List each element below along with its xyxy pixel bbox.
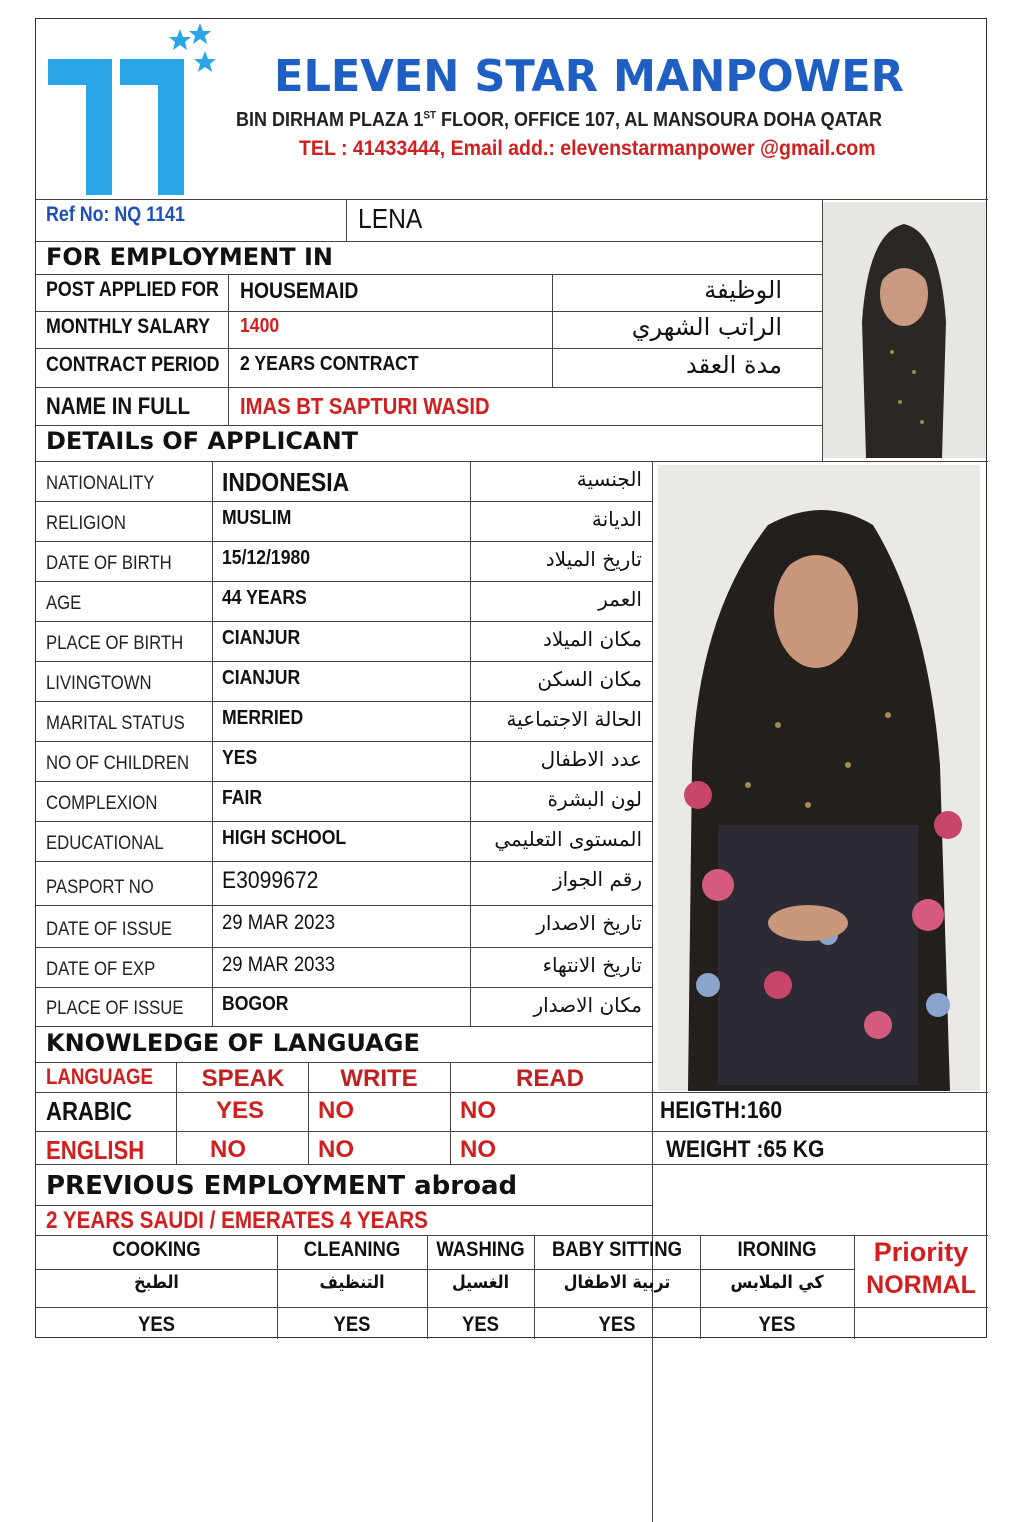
- detail-arabic-3: العمر: [598, 587, 642, 611]
- skill-name-3: BABY SITTING: [551, 1238, 683, 1261]
- post-value: HOUSEMAID: [240, 278, 359, 303]
- lang-col-language: LANGUAGE: [46, 1064, 154, 1089]
- skill-name-4: IRONING: [737, 1238, 817, 1261]
- applicant-photo-large: [658, 465, 980, 1091]
- detail-value-11: 29 MAR 2023: [222, 911, 336, 934]
- details-heading: DETAILs OF APPLICANT: [46, 427, 359, 455]
- arabic-write: NO: [318, 1097, 354, 1124]
- detail-value-12: 29 MAR 2033: [222, 953, 336, 976]
- skill-name-0: COOKING: [112, 1238, 201, 1261]
- contract-arabic: مدة العقد: [686, 351, 782, 379]
- lang-arabic: ARABIC: [46, 1096, 132, 1126]
- skill-arabic-1: التنظيف: [319, 1272, 385, 1293]
- detail-label-9: EDUCATIONAL: [46, 833, 164, 854]
- detail-arabic-13: مكان الاصدار: [533, 993, 642, 1017]
- detail-value-6: MERRIED: [222, 707, 304, 729]
- height-value: HEIGTH:160: [660, 1097, 783, 1124]
- salary-label: MONTHLY SALARY: [46, 315, 210, 338]
- skill-name-2: WASHING: [436, 1238, 525, 1261]
- detail-arabic-5: مكان السكن: [537, 667, 642, 691]
- detail-arabic-1: الديانة: [591, 507, 642, 531]
- previous-text: 2 YEARS SAUDI / EMERATES 4 YEARS: [46, 1207, 428, 1234]
- skill-arabic-0: الطبخ: [134, 1272, 179, 1293]
- detail-label-2: DATE OF BIRTH: [46, 553, 172, 574]
- contract-label: CONTRACT PERIOD: [46, 353, 220, 376]
- skill-arabic-4: كي الملابس: [730, 1272, 824, 1293]
- priority-value: NORMAL: [866, 1271, 976, 1299]
- salary-arabic: الراتب الشهري: [631, 313, 782, 341]
- applicant-photo-small: [822, 202, 986, 458]
- detail-arabic-6: الحالة الاجتماعية: [506, 707, 642, 731]
- previous-heading: PREVIOUS EMPLOYMENT abroad: [46, 1171, 518, 1201]
- detail-label-11: DATE OF ISSUE: [46, 919, 173, 940]
- detail-value-2: 15/12/1980: [222, 547, 311, 569]
- ref-number: Ref No: NQ 1141: [46, 203, 185, 226]
- company-logo: [44, 23, 224, 199]
- fullname-label: NAME IN FULL: [46, 393, 190, 420]
- skill-name-1: CLEANING: [303, 1238, 401, 1261]
- detail-arabic-9: المستوى التعليمي: [494, 827, 642, 851]
- detail-value-8: FAIR: [222, 787, 263, 809]
- detail-value-1: MUSLIM: [222, 507, 292, 529]
- detail-value-5: CIANJUR: [222, 667, 301, 689]
- cv-sheet: [35, 18, 987, 1338]
- skill-arabic-3: تربية الاطفال: [563, 1272, 671, 1293]
- detail-label-5: LIVINGTOWN: [46, 673, 152, 694]
- detail-arabic-0: الجنسية: [576, 467, 642, 491]
- detail-label-1: RELIGION: [46, 513, 126, 534]
- skill-value-0: YES: [138, 1313, 175, 1336]
- skill-value-1: YES: [333, 1313, 371, 1336]
- detail-label-0: NATIONALITY: [46, 473, 155, 494]
- detail-arabic-4: مكان الميلاد: [543, 627, 642, 651]
- detail-value-4: CIANJUR: [222, 627, 301, 649]
- detail-value-13: BOGOR: [222, 993, 289, 1015]
- lang-col-write: WRITE: [340, 1065, 418, 1092]
- skill-value-4: YES: [758, 1313, 796, 1336]
- post-label: POST APPLIED FOR: [46, 278, 219, 301]
- lang-english: ENGLISH: [46, 1135, 145, 1165]
- detail-value-9: HIGH SCHOOL: [222, 827, 347, 849]
- short-name: LENA: [358, 203, 423, 234]
- skill-value-3: YES: [598, 1313, 636, 1336]
- language-heading: KNOWLEDGE OF LANGUAGE: [46, 1029, 420, 1057]
- arabic-read: NO: [460, 1097, 496, 1124]
- weight-value: WEIGHT :65 KG: [666, 1136, 825, 1163]
- detail-label-7: NO OF CHILDREN: [46, 753, 190, 774]
- skill-arabic-2: الغسيل: [451, 1272, 510, 1293]
- salary-value: 1400: [240, 315, 280, 337]
- company-name: ELEVEN STAR MANPOWER: [274, 51, 904, 102]
- detail-arabic-11: تاريخ الاصدار: [536, 911, 642, 935]
- detail-value-10: E3099672: [222, 867, 319, 894]
- lang-col-speak: SPEAK: [201, 1065, 285, 1092]
- detail-label-13: PLACE OF ISSUE: [46, 998, 184, 1019]
- detail-label-4: PLACE OF BIRTH: [46, 633, 184, 654]
- detail-value-3: 44 YEARS: [222, 587, 307, 609]
- detail-label-8: COMPLEXION: [46, 793, 158, 814]
- detail-label-3: AGE: [46, 593, 82, 614]
- detail-label-6: MARITAL STATUS: [46, 713, 185, 734]
- priority-label: Priority: [873, 1237, 969, 1267]
- skill-value-2: YES: [462, 1313, 499, 1336]
- detail-arabic-12: تاريخ الانتهاء: [542, 953, 642, 977]
- employment-heading: FOR EMPLOYMENT IN: [46, 243, 333, 271]
- english-write: NO: [318, 1136, 354, 1163]
- detail-label-10: PASPORT NO: [46, 877, 154, 898]
- arabic-speak: YES: [216, 1097, 265, 1124]
- detail-value-0: INDONESIA: [222, 467, 350, 497]
- detail-arabic-7: عدد الاطفال: [540, 747, 642, 771]
- fullname-value: IMAS BT SAPTURI WASID: [240, 393, 490, 419]
- detail-arabic-2: تاريخ الميلاد: [545, 547, 642, 571]
- company-contact: TEL : 41433444, Email add.: elevenstarmanpower @gmail.com: [299, 137, 876, 160]
- post-arabic: الوظيفة: [704, 276, 782, 304]
- detail-value-7: YES: [222, 747, 258, 769]
- detail-label-12: DATE OF EXP: [46, 959, 156, 980]
- contract-value: 2 YEARS CONTRACT: [240, 353, 419, 375]
- english-speak: NO: [210, 1136, 246, 1163]
- lang-col-read: READ: [515, 1065, 584, 1092]
- company-address: BIN DIRHAM PLAZA 1ST FLOOR, OFFICE 107, AL MANSOURA DOHA QATAR: [236, 109, 883, 131]
- detail-arabic-8: لون البشرة: [547, 787, 642, 811]
- english-read: NO: [460, 1136, 496, 1163]
- detail-arabic-10: رقم الجواز: [553, 867, 642, 891]
